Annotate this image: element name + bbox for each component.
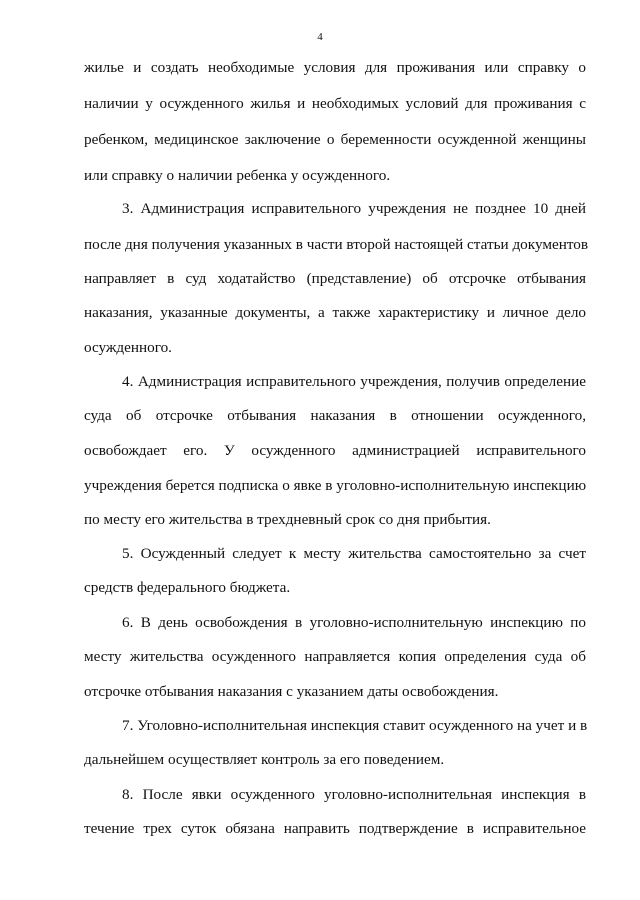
text-line: наказания, указанные документы, а также характеристику и личное дело <box>84 304 586 321</box>
text-line: после дня получения указанных в части второй настоящей статьи документов <box>84 236 589 253</box>
text-line: осужденного. <box>84 339 172 356</box>
text-line: 5. Осужденный следует к месту жительства самостоятельно за счет <box>122 545 586 562</box>
text-line: отсрочке отбывания наказания с указанием даты освобождения. <box>84 683 499 700</box>
text-line: освобождает его. У осужденного администрацией исправительного <box>84 442 586 459</box>
text-line: 8. После явки осужденного уголовно-исполнительная инспекция в <box>122 786 586 803</box>
text-line: наличии у осужденного жилья и необходимых условий для проживания с <box>84 95 586 112</box>
text-line: суда об отсрочке отбывания наказания в отношении осужденного, <box>84 407 586 424</box>
text-line: направляет в суд ходатайство (представление) об отсрочке отбывания <box>84 270 586 287</box>
text-line: 6. В день освобождения в уголовно-исполнительную инспекцию по <box>122 614 586 631</box>
text-line: учреждения берется подписка о явке в уголовно-исполнительную инспекцию <box>84 477 587 494</box>
text-line: ребенком, медицинское заключение о беременности осужденной женщины <box>84 131 586 148</box>
text-line: течение трех суток обязана направить подтверждение в исправительное <box>84 820 586 837</box>
text-line: по месту его жительства в трехдневный срок со дня прибытия. <box>84 511 491 528</box>
text-line: 7. Уголовно-исполнительная инспекция ставит осужденного на учет и в <box>122 717 588 734</box>
text-line: 4. Администрация исправительного учреждения, получив определение <box>122 373 586 390</box>
page-number: 4 <box>317 31 323 43</box>
text-line: 3. Администрация исправительного учреждения не позднее 10 дней <box>122 200 586 217</box>
text-line: жилье и создать необходимые условия для проживания или справку о <box>84 59 586 76</box>
text-line: или справку о наличии ребенка у осужденного. <box>84 167 391 184</box>
text-line: месту жительства осужденного направляется копия определения суда об <box>84 648 586 665</box>
text-line: дальнейшем осуществляет контроль за его поведением. <box>84 751 445 768</box>
text-line: средств федерального бюджета. <box>84 579 291 596</box>
